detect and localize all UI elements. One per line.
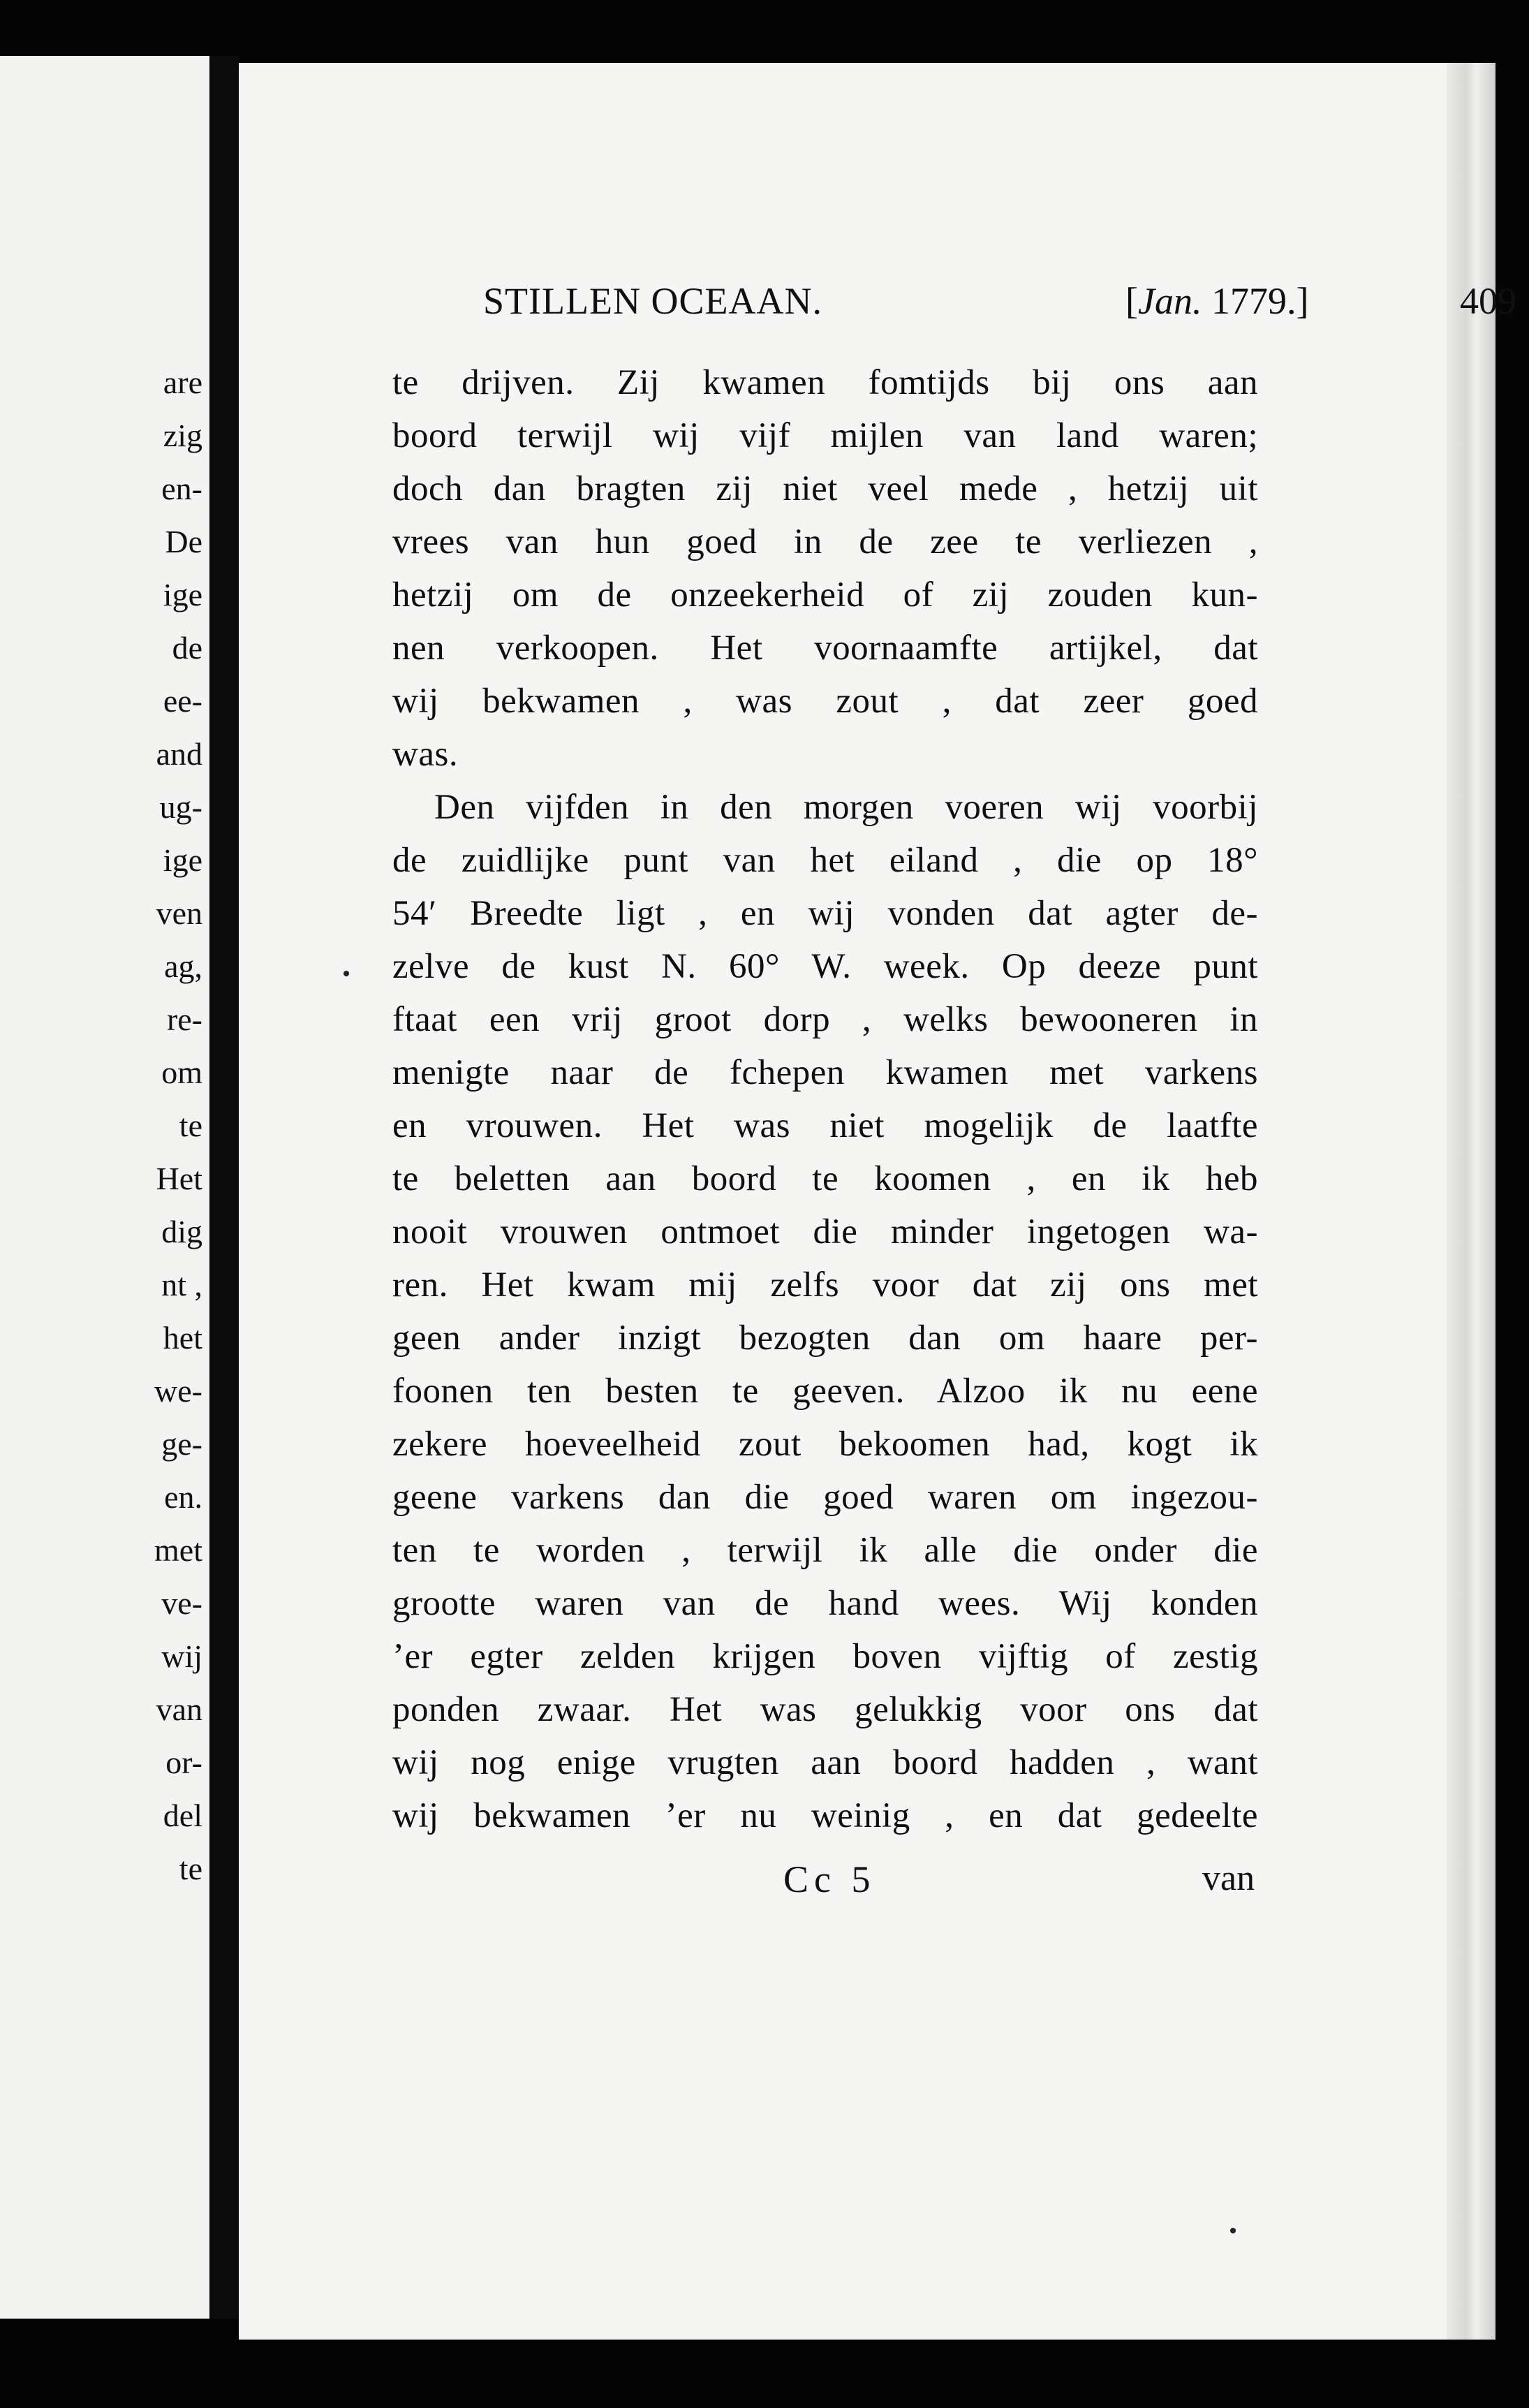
left-line-fragment: ge- [161, 1426, 202, 1462]
text-line: grootte waren van de hand wees. Wij konden [392, 1584, 1258, 1623]
left-line-fragment: ee- [163, 683, 202, 719]
text-line: Den vijfden in den morgen voeren wij voorbij [434, 788, 1258, 827]
text-line: was. [392, 735, 459, 774]
text-line: wij bekwamen , was zout , dat zeer goed [392, 682, 1258, 721]
catchword: van [1202, 1858, 1255, 1898]
left-line-fragment: we- [154, 1373, 202, 1409]
left-line-fragment: or- [165, 1745, 202, 1780]
text-line: ponden zwaar. Het was gelukkig voor ons dat [392, 1690, 1258, 1729]
text-line: ’er egter zelden krijgen boven vijftig of zestig [392, 1637, 1258, 1676]
left-line-fragment: Het [156, 1161, 202, 1196]
left-line-fragment: te [179, 1851, 202, 1886]
left-line-fragment: met [154, 1532, 202, 1568]
left-line-fragment: nt , [161, 1267, 202, 1302]
running-head-date [1125, 279, 1308, 323]
left-line-fragment: ug- [159, 789, 202, 825]
left-line-fragment: dig [161, 1214, 202, 1249]
left-line-fragment: ige [163, 577, 202, 612]
running-head-title: STILLEN OCEAAN. [483, 280, 822, 322]
text-line: geen ander inzigt bezogten dan om haare per- [392, 1319, 1258, 1358]
left-line-fragment: re- [166, 1001, 202, 1037]
text-line: geene varkens dan die goed waren om ingezou- [392, 1478, 1258, 1517]
text-line: te beletten aan boord te koomen , en ik heb [392, 1159, 1258, 1198]
text-line: 54′ Breedte ligt , en wij vonden dat agter de- [392, 894, 1258, 933]
text-line: foonen ten besten te geeven. Alzoo ik nu eene [392, 1372, 1258, 1411]
left-line-fragment: and [156, 736, 202, 772]
text-line: en vrouwen. Het was niet mogelijk de laatfte [392, 1106, 1258, 1145]
text-line: wij nog enige vrugten aan boord hadden , want [392, 1743, 1258, 1782]
left-page-line-endings [126, 356, 209, 1895]
left-line-fragment: zig [163, 418, 202, 453]
text-line: vrees van hun goed in de zee te verliezen , [392, 522, 1258, 561]
date-bracket-open: [ [1125, 280, 1138, 322]
text-line: doch dan bragten zij niet veel mede , hetzij uit [392, 469, 1258, 508]
left-line-fragment: en. [164, 1479, 202, 1515]
signature-mark: Cc 5 [783, 1858, 876, 1900]
left-line-fragment: De [165, 524, 202, 559]
text-line: ten te worden , terwijl ik alle die onder die [392, 1531, 1258, 1570]
right-page [239, 63, 1516, 2340]
text-line: zelve de kust N. 60° W. week. Op deeze punt [392, 947, 1258, 986]
book-gutter [209, 56, 239, 2319]
left-line-fragment: om [161, 1055, 202, 1090]
left-line-fragment: ag, [164, 948, 202, 984]
body-text [392, 356, 1258, 1842]
text-line: te drijven. Zij kwamen fomtijds bij ons aan [392, 363, 1258, 402]
left-line-fragment: de [172, 630, 202, 666]
left-line-fragment: are [163, 365, 202, 400]
left-line-fragment: wij [161, 1638, 202, 1674]
text-line: hetzij om de onzeekerheid of zij zouden kun- [392, 575, 1258, 615]
paper-speck [1230, 2228, 1236, 2233]
date-year: 1779.] [1211, 280, 1309, 322]
text-line: de zuidlijke punt van het eiland , die op 18° [392, 841, 1258, 880]
left-line-fragment: en- [161, 471, 202, 506]
page-edge-shading [1447, 63, 1495, 2340]
page-number: 409 [1460, 280, 1516, 322]
text-line: nooit vrouwen ontmoet die minder ingetogen wa- [392, 1212, 1258, 1251]
running-head [483, 272, 1516, 335]
text-line: wij bekwamen ’er nu weinig , en dat gedeelte [392, 1796, 1258, 1835]
text-line: zekere hoeveelheid zout bekoomen had, kogt ik [392, 1425, 1258, 1464]
date-month: Jan. [1137, 280, 1202, 322]
left-line-fragment: te [179, 1108, 202, 1143]
left-line-fragment: van [156, 1691, 202, 1727]
text-line: boord terwijl wij vijf mijlen van land waren; [392, 416, 1258, 455]
left-line-fragment: het [163, 1320, 202, 1356]
text-line: ren. Het kwam mij zelfs voor dat zij ons met [392, 1265, 1258, 1305]
left-line-fragment: ige [163, 842, 202, 878]
text-line: nen verkoopen. Het voornaamfte artijkel, dat [392, 629, 1258, 668]
text-line: ftaat een vrij groot dorp , welks bewooneren in [392, 1000, 1258, 1039]
text-line: menigte naar de fchepen kwamen met varkens [392, 1053, 1258, 1092]
left-line-fragment: ven [156, 895, 202, 931]
left-line-fragment: ve- [161, 1585, 202, 1621]
paper-speck [344, 971, 349, 976]
left-page-fragment [0, 56, 209, 2319]
left-line-fragment: del [163, 1798, 202, 1833]
